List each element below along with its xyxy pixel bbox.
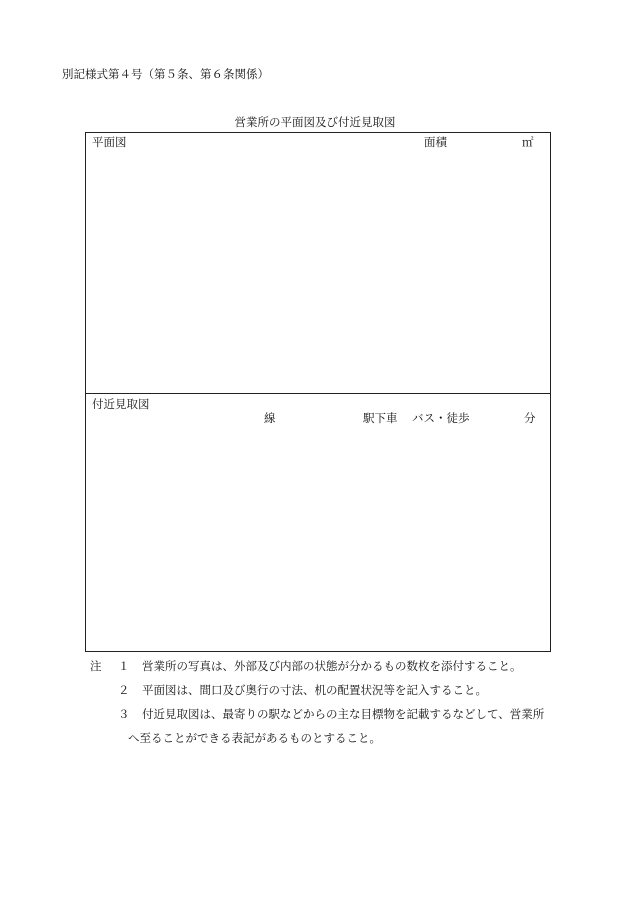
notes-heading: 注 bbox=[90, 659, 102, 673]
form-title: 営業所の平面図及び付近見取図 bbox=[234, 115, 396, 129]
note-number: ２ bbox=[118, 683, 130, 697]
note-number: ３ bbox=[118, 707, 130, 721]
station-label: 駅下車 bbox=[363, 411, 398, 425]
minutes-label: 分 bbox=[524, 411, 536, 425]
note-text: 営業所の写真は、外部及び内部の状態が分かるもの数枚を添付すること。 bbox=[142, 659, 522, 673]
section-divider bbox=[86, 393, 550, 394]
note-number: １ bbox=[118, 659, 130, 673]
area-label: 面積 bbox=[424, 135, 447, 149]
bus-walk-label: バス・徒歩 bbox=[412, 411, 470, 425]
form-number: 別記様式第４号（第５条、第６条関係） bbox=[62, 67, 269, 81]
note-text: 平面図は、間口及び奥行の寸法、机の配置状況等を記入すること。 bbox=[142, 683, 487, 697]
note-text-continuation: へ至ることができる表記があるものとすること。 bbox=[128, 731, 381, 745]
note-text: 付近見取図は、最寄りの駅などからの主な目標物を記載するなどして、営業所 bbox=[142, 707, 545, 721]
nearby-map-label: 付近見取図 bbox=[92, 397, 150, 411]
floor-plan-label: 平面図 bbox=[92, 135, 127, 149]
area-unit: ㎡ bbox=[522, 135, 534, 149]
line-label: 線 bbox=[264, 411, 276, 425]
form-frame bbox=[85, 132, 551, 652]
